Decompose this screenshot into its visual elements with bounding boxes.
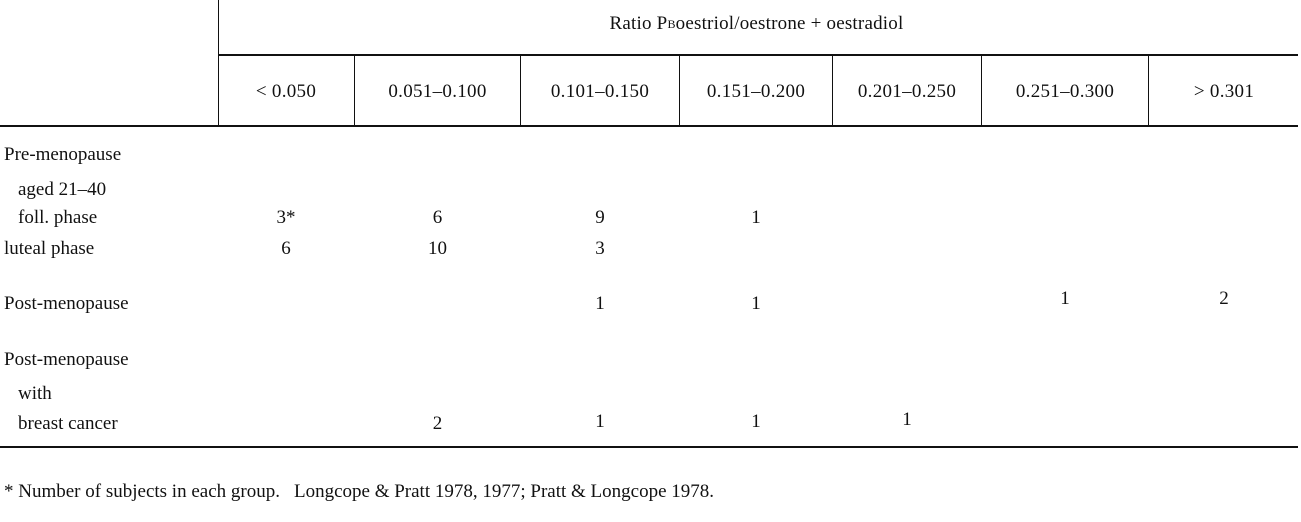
row-label-breast-cancer: breast cancer bbox=[18, 413, 118, 434]
column-header: 0.101–0.150 bbox=[550, 81, 650, 102]
table-bottom-rule bbox=[0, 446, 1298, 448]
column-header: 0.251–0.300 bbox=[1015, 81, 1115, 102]
table-spanner-title bbox=[218, 4, 1295, 44]
column-header: 0.051–0.100 bbox=[388, 81, 487, 102]
group-label: aged 21–40 bbox=[18, 179, 107, 200]
column-header: 0.201–0.250 bbox=[857, 81, 957, 102]
column-header: 0.151–0.200 bbox=[706, 81, 806, 102]
table-cell: 1 bbox=[595, 411, 605, 432]
group-label: Post-menopause bbox=[4, 349, 129, 370]
footnote-note: * Number of subjects in each group. bbox=[4, 481, 280, 502]
row-label-luteal-phase: luteal phase bbox=[4, 238, 95, 259]
table-cell: 1 bbox=[902, 409, 912, 430]
row-label-foll-phase: foll. phase bbox=[18, 207, 98, 228]
header-rule-bottom bbox=[0, 125, 1298, 127]
column-header: > 0.301 bbox=[1193, 81, 1255, 102]
group-label: with bbox=[18, 383, 52, 404]
row-label-post-menopause: Post-menopause bbox=[4, 293, 129, 314]
table-cell: 1 bbox=[751, 293, 761, 314]
group-label: Pre-menopause bbox=[4, 144, 122, 165]
table-cell: 2 bbox=[432, 413, 443, 434]
column-header: < 0.050 bbox=[255, 81, 317, 102]
table-cell: 1 bbox=[751, 411, 761, 432]
table-cell: 10 bbox=[428, 238, 447, 259]
table-cell: 3 bbox=[595, 238, 605, 259]
table-cell: 6 bbox=[281, 238, 291, 259]
table-cell: 1 bbox=[1060, 288, 1070, 309]
table-footnote bbox=[4, 481, 714, 503]
table-cell: 2 bbox=[1219, 288, 1229, 309]
spanner-title-main: Ratio P bbox=[609, 13, 668, 34]
table-cell: 1 bbox=[751, 207, 761, 228]
spanner-title-subscript: B bbox=[667, 16, 676, 31]
header-rule-top bbox=[218, 54, 1298, 56]
table-cell: 9 bbox=[595, 207, 605, 228]
table-cell: 6 bbox=[432, 207, 443, 228]
table-cell: 3* bbox=[276, 207, 296, 228]
spanner-title-rest: oestriol/oestrone + oestradiol bbox=[675, 13, 904, 34]
footnote-source: Longcope & Pratt 1978, 1977; Pratt & Longcope 1978. bbox=[293, 481, 715, 502]
table-cell: 1 bbox=[595, 293, 605, 314]
